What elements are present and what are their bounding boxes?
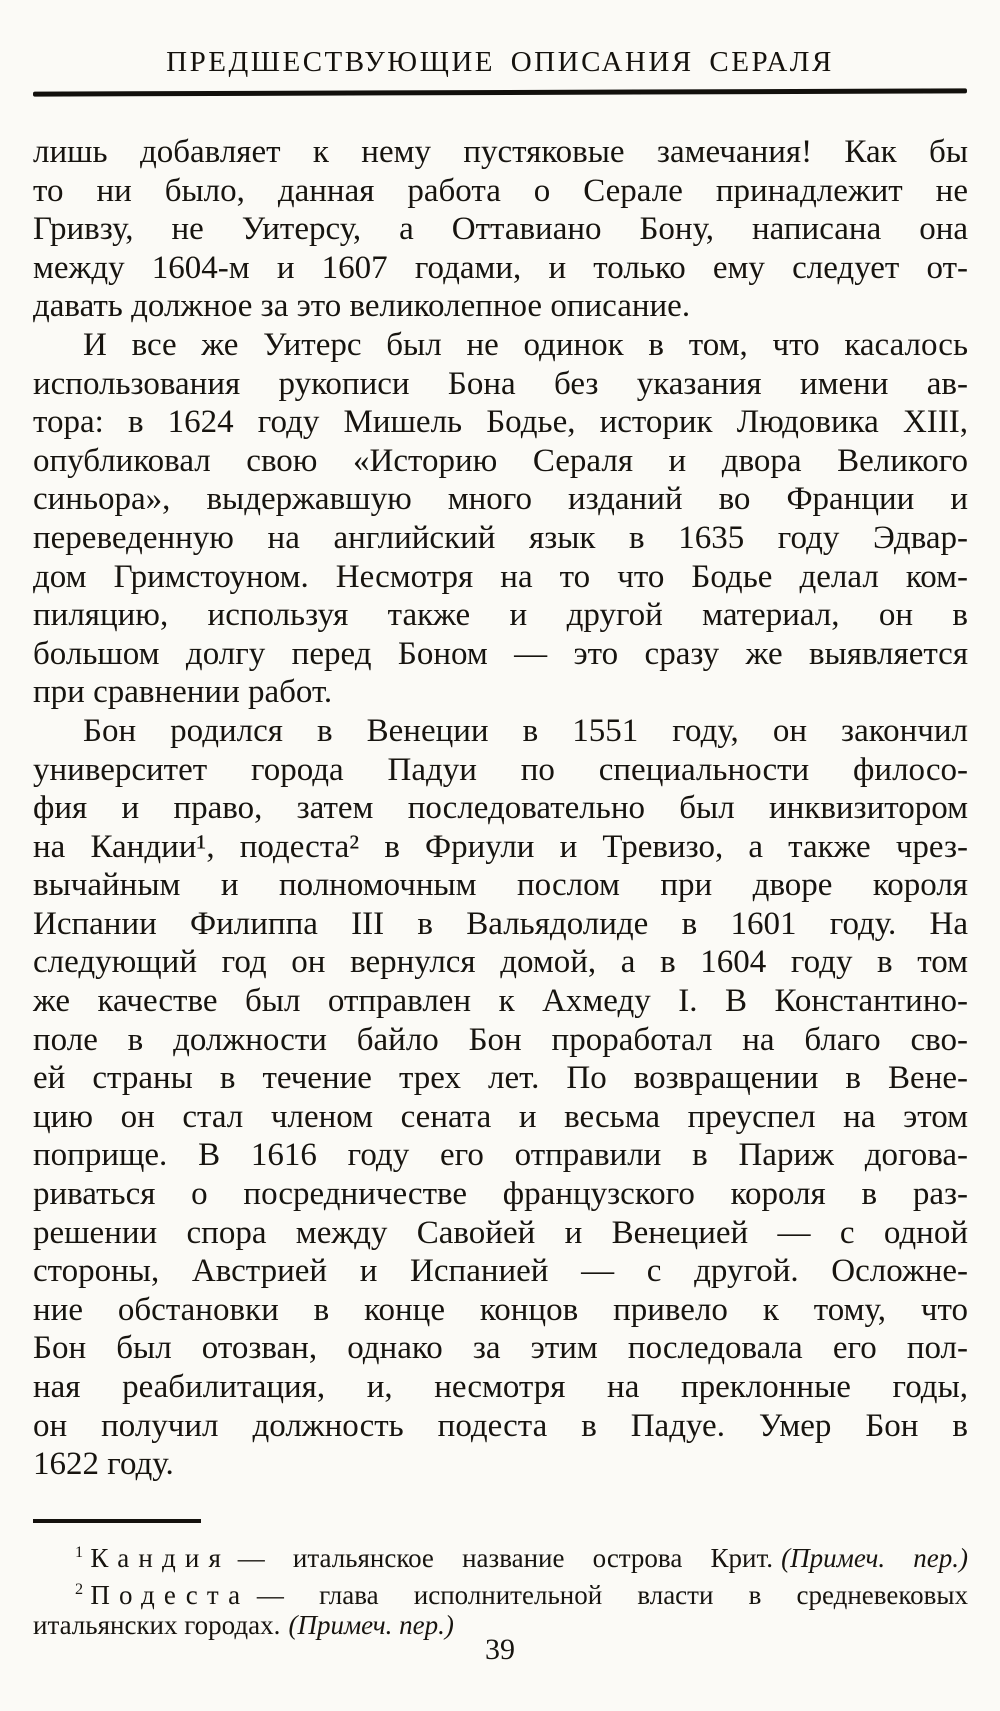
text-line: опубликовал свою «Историю Сераля и двора Великого	[33, 442, 968, 479]
text-line: ей страны в течение трех лет. По возвращении в Вене-	[33, 1060, 968, 1097]
text-line: он получил должность подеста в Падуе. Умер Бон в	[33, 1407, 968, 1444]
header-rule-divider	[33, 88, 967, 96]
footnote-term: Подеста	[90, 1579, 250, 1610]
page-body-text	[33, 133, 968, 1484]
text-line: же качестве был отправлен к Ахмеду I. В Константино-	[33, 983, 968, 1020]
text-line: 1622 году.	[33, 1446, 174, 1483]
text-line: фия и право, затем последовательно был инквизитором	[33, 790, 968, 827]
text-line: поприще. В 1616 году его отправили в Париж догова-	[33, 1137, 968, 1174]
text-line: стороны, Австрией и Испанией — с другой. Осложне-	[33, 1253, 968, 1290]
text-line: решении спора между Савойей и Венецией — с одной	[33, 1214, 968, 1251]
text-line: давать должное за это великолепное описание.	[33, 288, 691, 325]
text-line: то ни было, данная работа о Серале принадлежит не	[33, 172, 968, 209]
footnote-text: итальянских городах.	[33, 1610, 281, 1640]
footnote-text: — итальянское название острова Крит.	[237, 1543, 773, 1573]
footnote-line	[33, 1571, 968, 1608]
text-line: на Кандии¹, подеста² в Фриули и Тревизо, а также чрез-	[33, 828, 968, 865]
footnote-separator-divider	[33, 1519, 201, 1523]
text-line: пиляцию, используя также и другой материал, он в	[33, 597, 968, 634]
text-line: вычайным и полномочным послом при дворе короля	[33, 867, 968, 904]
footnote-marker: 1	[75, 1543, 84, 1561]
text-line: поле в должности байло Бон проработал на благо сво-	[33, 1021, 968, 1058]
text-line: тора: в 1624 году Мишель Бодье, историк Людовика XIII,	[33, 404, 968, 441]
footnote-translator-note: (Примеч. пер.)	[288, 1610, 454, 1640]
text-line: Бон был отозван, однако за этим последовала его пол-	[33, 1330, 968, 1367]
text-line: риваться о посредничестве французского короля в раз-	[33, 1176, 968, 1213]
footnotes-block	[33, 1534, 968, 1644]
text-line: Испании Филиппа III в Вальядолиде в 1601 году. На	[33, 905, 968, 942]
footnote-marker: 2	[75, 1579, 84, 1598]
page-number: 39	[485, 1633, 515, 1666]
running-header-title: ПРЕДШЕСТВУЮЩИЕ ОПИСАНИЯ СЕРАЛЯ	[166, 46, 834, 78]
footnote-term: Кандия	[90, 1543, 231, 1573]
text-line: дом Гримстоуном. Несмотря на то что Бодье делал ком-	[33, 558, 968, 595]
footnote-translator-note: (Примеч. пер.)	[781, 1543, 968, 1573]
text-line: цию он стал членом сената и весьма преуспел на этом	[33, 1098, 968, 1135]
text-line: между 1604-м и 1607 годами, и только ему следует от-	[33, 249, 968, 286]
text-line: использования рукописи Бона без указания имени ав-	[33, 365, 968, 402]
text-line: большом долгу перед Боном — это сразу же выявляется	[33, 635, 968, 672]
footnote-text: — глава исполнительной власти в средневековых	[256, 1579, 968, 1610]
text-line: ная реабилитация, и, несмотря на преклонные годы,	[33, 1369, 968, 1405]
text-line: И все же Уитерс был не одинок в том, что касалось	[83, 326, 968, 363]
text-line: Бон родился в Венеции в 1551 году, он закончил	[83, 712, 968, 749]
text-line: Гривзу, не Уитерсу, а Оттавиано Бону, написана она	[33, 211, 968, 248]
text-line: университет города Падуи по специальности филосо-	[33, 751, 968, 788]
text-line: лишь добавляет к нему пустяковые замечания! Как бы	[33, 134, 968, 170]
text-line: ние обстановки в конце концов привело к тому, что	[33, 1291, 968, 1328]
text-line: следующий год он вернулся домой, а в 1604 году в том	[33, 944, 968, 981]
text-line: синьора», выдержавшую много изданий во Франции и	[33, 481, 968, 518]
footnote-line	[33, 1534, 968, 1571]
text-line: при сравнении работ.	[33, 674, 333, 711]
text-line: переведенную на английский язык в 1635 году Эдвар-	[33, 519, 968, 556]
